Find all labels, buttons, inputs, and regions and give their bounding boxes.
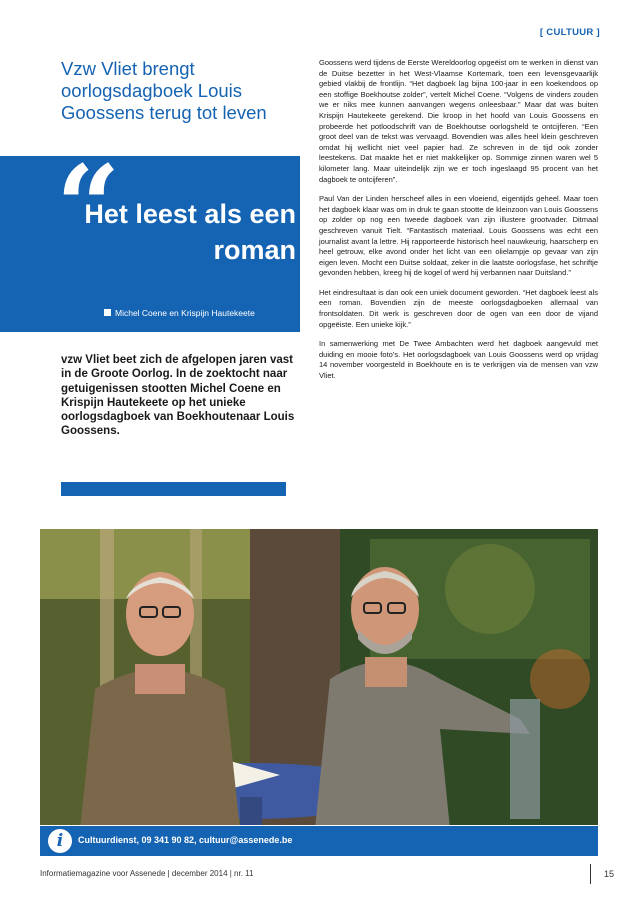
pull-quote: Het leest als een roman (84, 199, 296, 265)
body-paragraph-3: Het eindresultaat is dan ook een uniek document geworden. “Het dagboek leest als een roman. Bovendien zijn de meeste oorlogsdagboeken allemaal van frontsoldaten. Dit werk is geschreven door de ogen van een door de vijand opgeëiste. Een unieke kijk.” (319, 287, 598, 329)
body-paragraph-4: In samenwerking met De Twee Ambachten werd het dagboek aangevuld met duiding en mooie foto’s. Het oorlogsdagboek van Louis Goossens werd op vrijdag 14 november voorgesteld in Boekhoute en is te verkrijgen via de mensen van vzw Vliet. (319, 339, 598, 381)
contact-info: Cultuurdienst, 09 341 90 82, cultuur@assenede.be (78, 835, 293, 845)
section-tag: [ CULTUUR ] (539, 27, 600, 38)
page-number: 15 (604, 869, 615, 879)
byline-text: Michel Coene en Krispijn Hautekeete (115, 308, 255, 318)
info-icon: i (48, 829, 72, 853)
decorative-bar (61, 482, 286, 496)
article-photo (40, 529, 598, 825)
quote-mark-icon: “ (56, 142, 121, 273)
square-bullet-icon (104, 309, 111, 316)
article-intro: vzw Vliet beet zich de afgelopen jaren vast in de Groote Oorlog. In de zoektocht naar getuigenissen stootten Michel Coene en Krispijn Hautekeete op het unieke oorlogsdagboek van Boekhoutenaar Louis Goossens. (61, 354, 295, 438)
article-headline: Vzw Vliet brengt oorlogsdagboek Louis Goossens terug tot leven (61, 58, 267, 123)
body-paragraph-1: Goossens werd tijdens de Eerste Wereldoorlog opgeëist om te werken in dienst van de Duitse bezetter in het West-Vlaamse Kortemark, toen een levensgevaarlijk gebied vlakbij de frontlijn. “Het dagboek lag bijna 100-jaar in een koekendoos op een stoffige Boekhoutse zolder”, vertelt Michel Coene. “Volgens de vinders zouden we er niks mee kunnen aanvangen wegens onleesbaar.” Maar dat was buiten Krispijn Hautekeete gerekend. Die kroop in het hoofd van Louis Goossens en probeerde het potloodschrift van de Boekhoutse oorlogsheld te ontcijferen. “Een groot deel van de tekst was vervaagd. Bovendien was alles heel klein geschreven omdat hij wellicht niet veel papier had. Ze schreven in de tijd ook zonder leestekens. Dat maakte het er niet makkelijker op. Sommige zinnen waren wel 5 kilometer lang. Maar uiteindelijk zijn we er toch ingeslaagd 95 procent van het dagboek te ontcijferen”. (319, 58, 598, 184)
body-paragraph-2: Paul Van der Linden herscheef alles in een vloeiend, eigentijds geheel. Maar toen het dagboek klaar was om in druk te gaan stootte de kleinzoon van Louis Goossens op zolder op nog een tweede dagboek van zijn illustere grootvader. Ditmaal geschreven vanuit Tielt. “Fantastisch materiaal. Louis Goossens was echt een journalist avant la lettre. Hij rapporteerde historisch heel nauwkeurig, haarscherp en heel getrouw, elke avond onder het licht van een olielampje op gevaar van zijn eigen leven. Mocht een Duitse soldaat, zeker in die laatste oorlogsfase, het schriftje gevonden hebben, kreeg hij de kogel of werd hij verbannen naar Duitsland.” (319, 194, 598, 278)
byline (104, 308, 255, 318)
footer-text: Informatiemagazine voor Assenede | december 2014 | nr. 11 (40, 869, 254, 878)
quote-panel (0, 142, 300, 332)
footer-divider (590, 864, 591, 884)
article-body (319, 58, 598, 391)
info-bar (40, 826, 598, 856)
